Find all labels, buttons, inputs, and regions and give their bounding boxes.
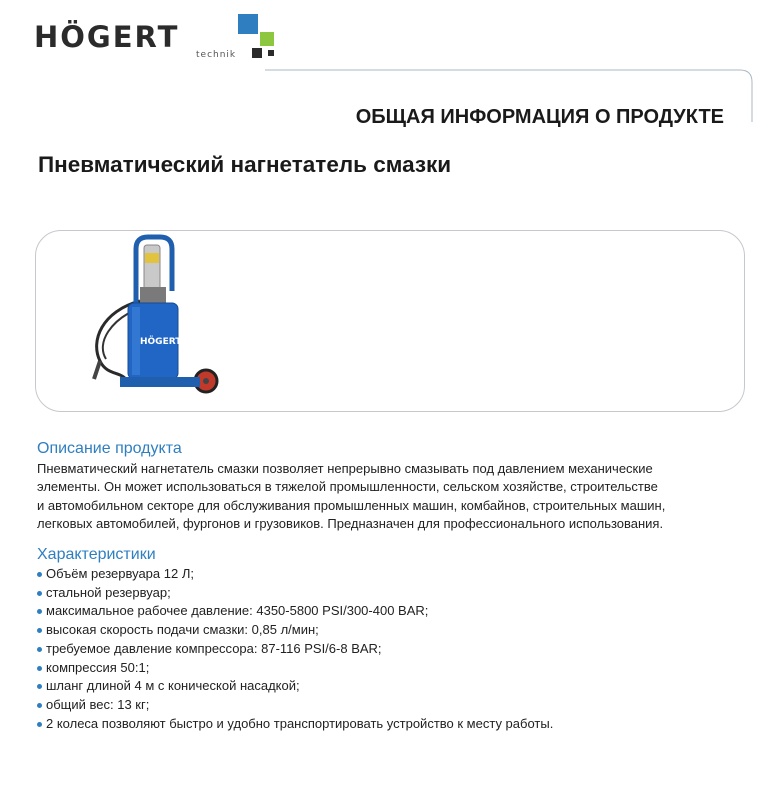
- characteristic-item: общий вес: 13 кг;: [37, 696, 727, 715]
- brand-logo-subtitle: technik: [196, 50, 237, 60]
- characteristic-item: стальной резервуар;: [37, 584, 727, 603]
- characteristic-item: требуемое давление компрессора: 87-116 PSI/6-8 BAR;: [37, 640, 727, 659]
- description-line: и автомобильном секторе для обслуживания промышленных машин, комбайнов, строительных машин,: [37, 497, 666, 513]
- image-brand-label: HÖGERT: [140, 337, 182, 347]
- characteristic-item: 2 колеса позволяют быстро и удобно транспортировать устройство к месту работы.: [37, 715, 727, 734]
- description-line: легковых автомобилей, фургонов и грузовиков. Предназначен для профессионального использования.: [37, 516, 664, 532]
- description-line: элементы. Он может использоваться в тяжелой промышленности, сельском хозяйстве, строительстве: [37, 479, 658, 495]
- description-line: Пневматический нагнетатель смазки позволяет непрерывно смазывать под давлением механические: [37, 461, 653, 476]
- characteristic-item: шланг длиной 4 м с конической насадкой;: [37, 677, 727, 696]
- description-text: [37, 460, 727, 534]
- brand-logo-text: HÖGERT: [34, 20, 180, 54]
- characteristic-item: максимальное рабочее давление: 4350-5800 PSI/300-400 BAR;: [37, 602, 727, 621]
- characteristic-item: высокая скорость подачи смазки: 0,85 л/мин;: [37, 621, 727, 640]
- characteristic-item: Объём резервуара 12 Л;: [37, 565, 727, 584]
- characteristic-item: компрессия 50:1;: [37, 659, 727, 678]
- description-heading: Описание продукта: [37, 440, 182, 457]
- characteristics-heading: Характеристики: [37, 546, 156, 563]
- grease-pump-image: [82, 231, 242, 409]
- section-title: ОБЩАЯ ИНФОРМАЦИЯ О ПРОДУКТЕ: [355, 106, 724, 128]
- characteristics-list: [37, 565, 727, 733]
- product-image-frame: [35, 230, 745, 412]
- brand-logo: [30, 12, 290, 62]
- logo-squares-icon: [230, 12, 290, 62]
- product-title: Пневматический нагнетатель смазки: [38, 152, 452, 177]
